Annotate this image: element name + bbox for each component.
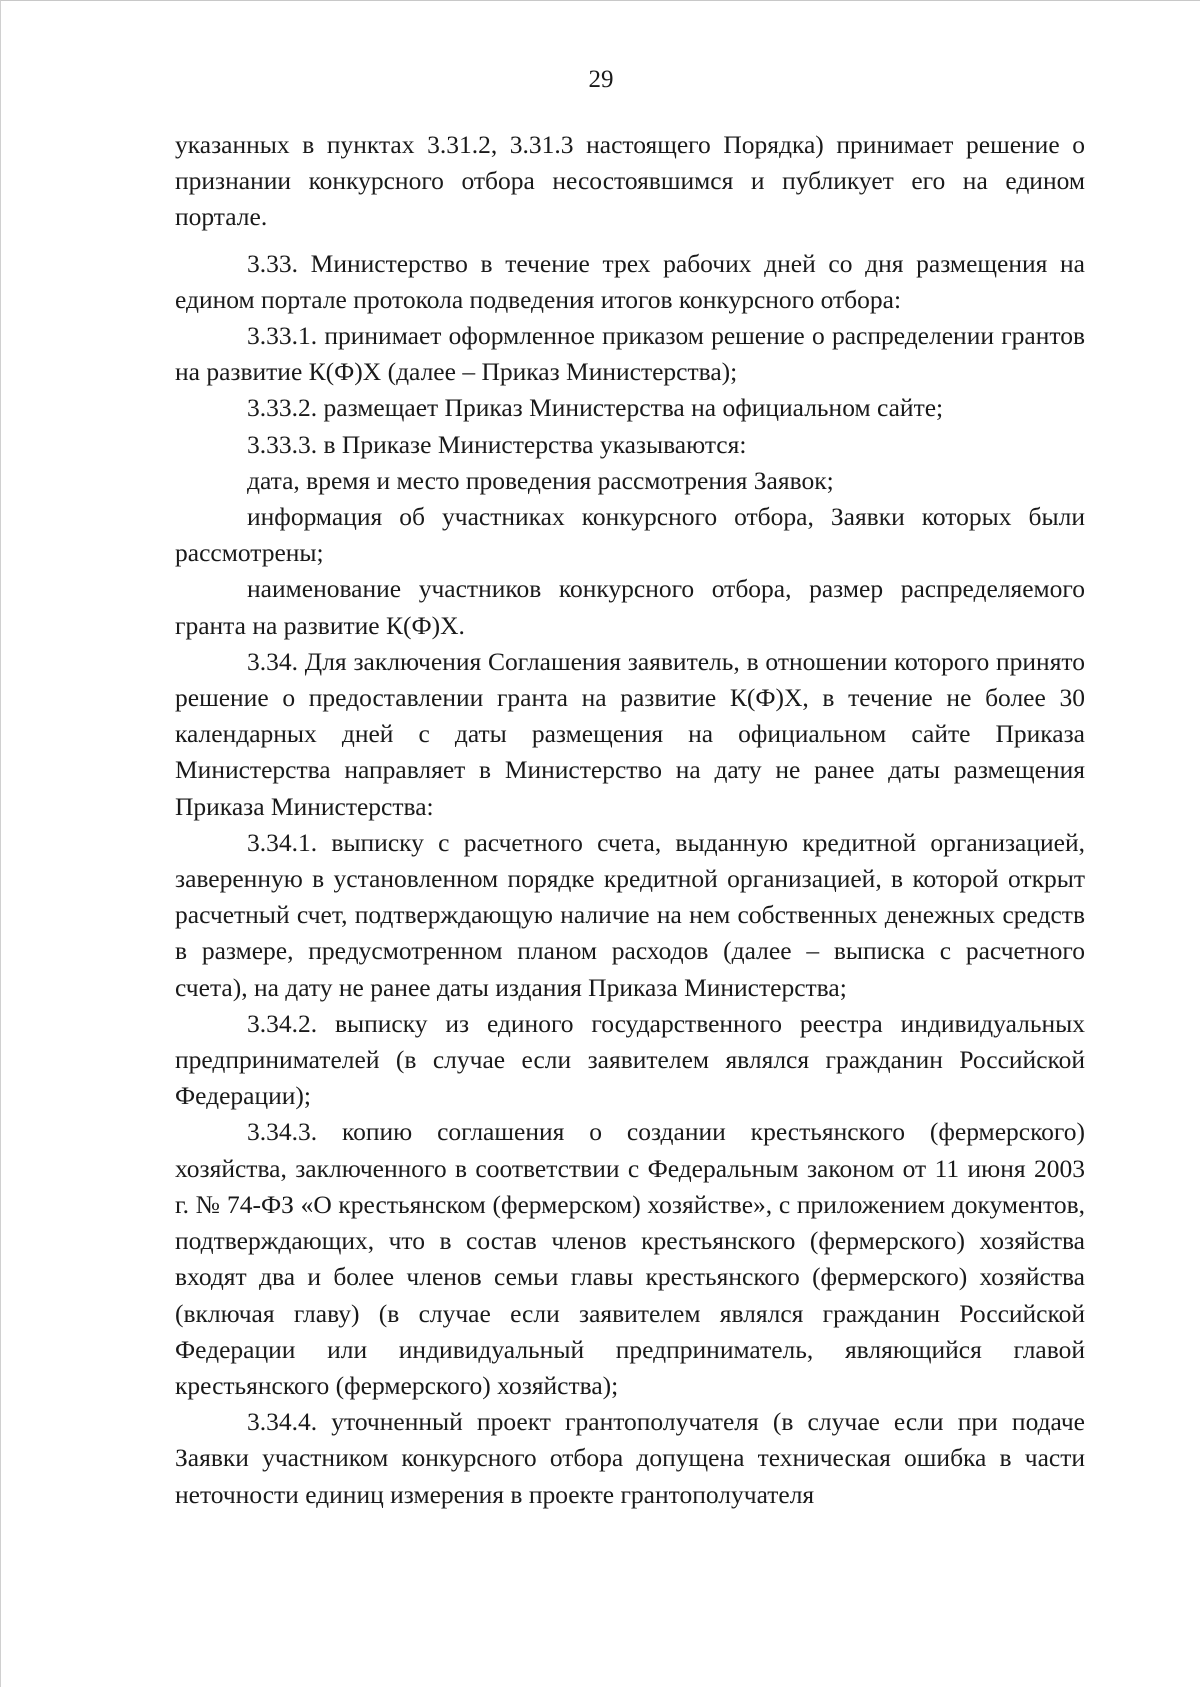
paragraph-item-participants-names: наименование участников конкурсного отбора, размер распределяемого гранта на развитие К(Ф)Х. xyxy=(175,574,1085,640)
paragraph-3-34-2: 3.34.2. выписку из единого государственного реестра индивидуальных предпринимателей (в случае если заявителем являлся гражданин Российской Федерации); xyxy=(175,1008,1085,1111)
page-number: 29 xyxy=(588,66,614,93)
paragraph-3-33-1: 3.33.1. принимает оформленное приказом решение о распределении грантов на развитие К(Ф)Х (далее – Приказ Министерства); xyxy=(175,321,1085,387)
paragraph-continuation: указанных в пунктах 3.31.2, 3.31.3 настоящего Порядка) принимает решение о признании конкурсного отбора несостоявшимся и публикует его на едином портале. xyxy=(175,130,1085,232)
paragraph-3-34: 3.34. Для заключения Соглашения заявитель, в отношении которого принято решение о предоставлении гранта на развитие К(Ф)Х, в течение не более 30 календарных дней с даты размещения на официальном сайте Приказа Министерства направляет в Министерство на дату не ранее даты размещения Приказа Министерства: xyxy=(175,646,1085,821)
paragraph-3-33-3: 3.33.3. в Приказе Министерства указываются: xyxy=(247,429,747,459)
paragraph-item-participants-info: информация об участниках конкурсного отбора, Заявки которых были рассмотрены; xyxy=(175,502,1085,568)
page-body xyxy=(175,127,1085,1513)
paragraph-3-34-4: 3.34.4. уточненный проект грантополучателя (в случае если при подаче Заявки участником конкурсного отбора допущена техническая ошибка в части неточности единиц измерения в проекте грантополучателя xyxy=(175,1407,1085,1509)
paragraph-spacer xyxy=(175,236,1085,246)
paragraph-3-33-2: 3.33.2. размещает Приказ Министерства на официальном сайте; xyxy=(247,393,944,423)
paragraph-item-date: дата, время и место проведения рассмотрения Заявок; xyxy=(247,465,834,495)
paragraph-3-34-1: 3.34.1. выписку с расчетного счета, выданную кредитной организацией, заверенную в установленном порядке кредитной организацией, в которой открыт расчетный счет, подтверждающую наличие на нем собственных денежных средств в размере, предусмотренном планом расходов (далее – выписка с расчетного счета), на дату не ранее даты издания Приказа Министерства; xyxy=(175,827,1085,1002)
paragraph-3-34-3: 3.34.3. копию соглашения о создании крестьянского (фермерского) хозяйства, заключенного в соответствии с Федеральным законом от 11 июня 2003 г. № 74-ФЗ «О крестьянском (фермерском) хозяйстве», с приложением документов, подтверждающих, что в состав членов крестьянского (фермерского) хозяйства входят два и более членов семьи главы крестьянского (фермерского) хозяйства (включая главу) (в случае если заявителем являлся гражданин Российской Федерации или индивидуальный предприниматель, являющийся главой крестьянского (фермерского) хозяйства); xyxy=(175,1117,1085,1400)
paragraph-3-33: 3.33. Министерство в течение трех рабочих дней со дня размещения на едином портале протокола подведения итогов конкурсного отбора: xyxy=(175,248,1085,314)
